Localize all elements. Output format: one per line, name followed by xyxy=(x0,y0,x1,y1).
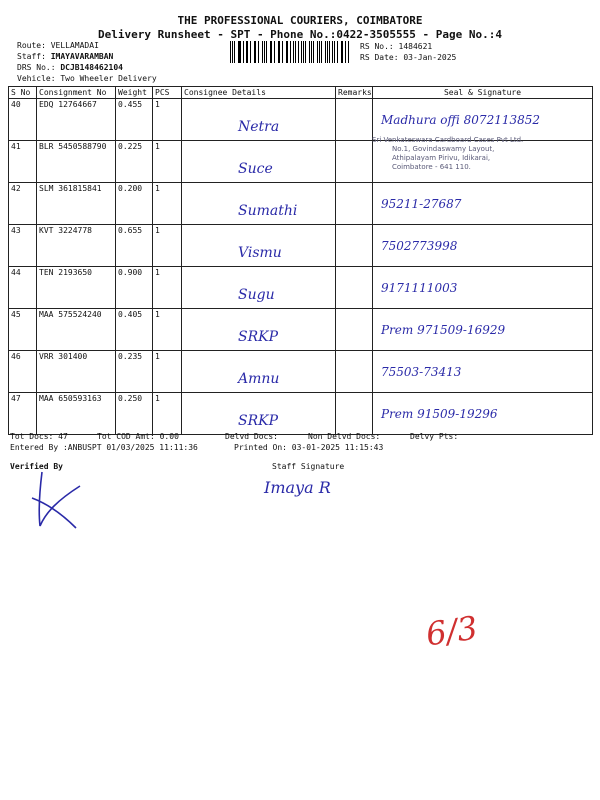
cell-seal-signature xyxy=(373,309,593,351)
cell-consignee-details xyxy=(182,141,336,183)
cell-consignee-details xyxy=(182,351,336,393)
cell-sno: 41 xyxy=(9,141,37,183)
cell-seal-signature xyxy=(373,225,593,267)
cell-pcs: 1 xyxy=(153,309,182,351)
col-header-seal: Seal & Signature xyxy=(373,87,593,99)
table-row xyxy=(9,393,593,435)
stamp-line-4: Coimbatore - 641 110. xyxy=(392,163,471,171)
staff-line xyxy=(17,52,113,61)
cell-pcs: 1 xyxy=(153,393,182,435)
table-header-row xyxy=(9,87,593,99)
cell-pcs: 1 xyxy=(153,267,182,309)
printed-on: Printed On: 03-01-2025 11:15:43 xyxy=(234,443,384,452)
cell-sno: 47 xyxy=(9,393,37,435)
stamp-line-3: Athipalayam Pirivu, Idikarai, xyxy=(392,154,491,162)
table-row xyxy=(9,351,593,393)
cell-consignee-details xyxy=(182,225,336,267)
verified-by-label: Verified By xyxy=(10,462,63,471)
tot-docs: Tot Docs: 47 xyxy=(10,432,68,441)
cell-pcs: 1 xyxy=(153,183,182,225)
rs-date: RS Date: 03-Jan-2025 xyxy=(360,53,457,62)
cell-weight: 0.900 xyxy=(116,267,153,309)
seal-handwriting: 7502773998 xyxy=(381,239,458,253)
drs-line xyxy=(17,63,123,72)
table-row xyxy=(9,225,593,267)
consignee-handwriting: Netra xyxy=(238,119,280,135)
drs-label: DRS No.: xyxy=(17,63,61,72)
cell-weight: 0.405 xyxy=(116,309,153,351)
staff-signature-label: Staff Signature xyxy=(272,462,345,471)
entered-by: Entered By :ANBUSPT 01/03/2025 11:11:36 xyxy=(10,443,198,452)
route-text: Route: VELLAMADAI xyxy=(17,41,99,50)
cell-weight: 0.455 xyxy=(116,99,153,141)
cell-sno: 44 xyxy=(9,267,37,309)
cell-remarks xyxy=(336,309,373,351)
cell-sno: 46 xyxy=(9,351,37,393)
table-row xyxy=(9,309,593,351)
cell-weight: 0.200 xyxy=(116,183,153,225)
tot-cod-amt: Tot COD Amt: 0.00 xyxy=(97,432,179,441)
table-row xyxy=(9,99,593,141)
delvy-pts: Delvy Pts: xyxy=(410,432,459,441)
company-stamp xyxy=(372,136,523,172)
staff-signature-handwriting: Imaya R xyxy=(264,478,331,497)
cell-remarks xyxy=(336,393,373,435)
cell-seal-signature xyxy=(373,393,593,435)
cell-consignee-details xyxy=(182,183,336,225)
cell-seal-signature xyxy=(373,99,593,141)
col-header-sno: S No xyxy=(9,87,37,99)
vehicle-text: Vehicle: Two Wheeler Delivery xyxy=(17,74,157,83)
cell-pcs: 1 xyxy=(153,141,182,183)
cell-pcs: 1 xyxy=(153,351,182,393)
drs-number: DCJB148462104 xyxy=(60,63,123,72)
consignee-handwriting: Amnu xyxy=(238,371,280,387)
consignee-handwriting: Sumathi xyxy=(238,203,298,219)
cell-remarks xyxy=(336,183,373,225)
consignee-handwriting: SRKP xyxy=(238,329,279,345)
cell-remarks xyxy=(336,141,373,183)
cell-pcs: 1 xyxy=(153,225,182,267)
cell-consignment-no: KVT 3224778 xyxy=(37,225,116,267)
stamp-line-2: No.1, Govindaswamy Layout, xyxy=(392,145,495,153)
seal-handwriting: Prem 91509-19296 xyxy=(381,407,498,421)
seal-handwriting: Prem 971509-16929 xyxy=(381,323,506,337)
cell-consignee-details xyxy=(182,393,336,435)
cell-weight: 0.250 xyxy=(116,393,153,435)
col-header-remarks: Remarks xyxy=(336,87,373,99)
consignee-handwriting: Suce xyxy=(238,161,273,177)
delvd-docs: Delvd Docs: xyxy=(225,432,278,441)
table-row xyxy=(9,267,593,309)
cell-remarks xyxy=(336,225,373,267)
verified-signature-image xyxy=(28,468,88,530)
consignee-handwriting: Sugu xyxy=(238,287,275,303)
cell-weight: 0.655 xyxy=(116,225,153,267)
cell-remarks xyxy=(336,267,373,309)
seal-handwriting: 9171111003 xyxy=(381,281,458,295)
cell-seal-signature xyxy=(373,267,593,309)
table-row xyxy=(9,183,593,225)
staff-name: IMAYAVARAMBAN xyxy=(50,52,114,61)
cell-consignment-no: MAA 650593163 xyxy=(37,393,116,435)
cell-sno: 43 xyxy=(9,225,37,267)
seal-handwriting: 75503-73413 xyxy=(381,365,462,379)
stamp-line-1: Sri Venkateswara Cardboard Cases Pvt Ltd. xyxy=(372,136,524,144)
cell-consignment-no: EDQ 12764667 xyxy=(37,99,116,141)
staff-label: Staff: xyxy=(17,52,51,61)
runsheet-subtitle: Delivery Runsheet - SPT - Phone No.:0422-3505555 - Page No.:4 xyxy=(98,28,502,41)
cell-remarks xyxy=(336,99,373,141)
rs-number: RS No.: 1484621 xyxy=(360,42,433,51)
consignee-handwriting: Vismu xyxy=(238,245,282,261)
cell-seal-signature xyxy=(373,183,593,225)
cell-consignee-details xyxy=(182,309,336,351)
seal-handwriting: 95211-27687 xyxy=(381,197,462,211)
cell-seal-signature xyxy=(373,351,593,393)
col-header-consignee: Consignee Details xyxy=(182,87,336,99)
cell-consignment-no: BLR 5450588790 xyxy=(37,141,116,183)
non-delvd-docs: Non Delvd Docs: xyxy=(308,432,381,441)
col-header-weight: Weight xyxy=(116,87,153,99)
cell-pcs: 1 xyxy=(153,99,182,141)
col-header-pcs: PCS xyxy=(153,87,182,99)
seal-handwriting: Madhura offi 8072113852 xyxy=(381,113,541,127)
cell-remarks xyxy=(336,351,373,393)
cell-consignee-details xyxy=(182,99,336,141)
cell-weight: 0.225 xyxy=(116,141,153,183)
cell-consignment-no: TEN 2193650 xyxy=(37,267,116,309)
cell-consignment-no: SLM 361815841 xyxy=(37,183,116,225)
cell-sno: 40 xyxy=(9,99,37,141)
cell-weight: 0.235 xyxy=(116,351,153,393)
cell-sno: 45 xyxy=(9,309,37,351)
cell-consignment-no: MAA 575524240 xyxy=(37,309,116,351)
consignee-handwriting: SRKP xyxy=(238,413,279,429)
company-title: THE PROFESSIONAL COURIERS, COIMBATORE xyxy=(177,14,423,27)
col-header-consignment: Consignment No xyxy=(37,87,116,99)
cell-consignment-no: VRR 301400 xyxy=(37,351,116,393)
cell-consignee-details xyxy=(182,267,336,309)
barcode-image xyxy=(230,41,350,63)
cell-sno: 42 xyxy=(9,183,37,225)
corner-red-mark: 6/3 xyxy=(423,608,480,654)
